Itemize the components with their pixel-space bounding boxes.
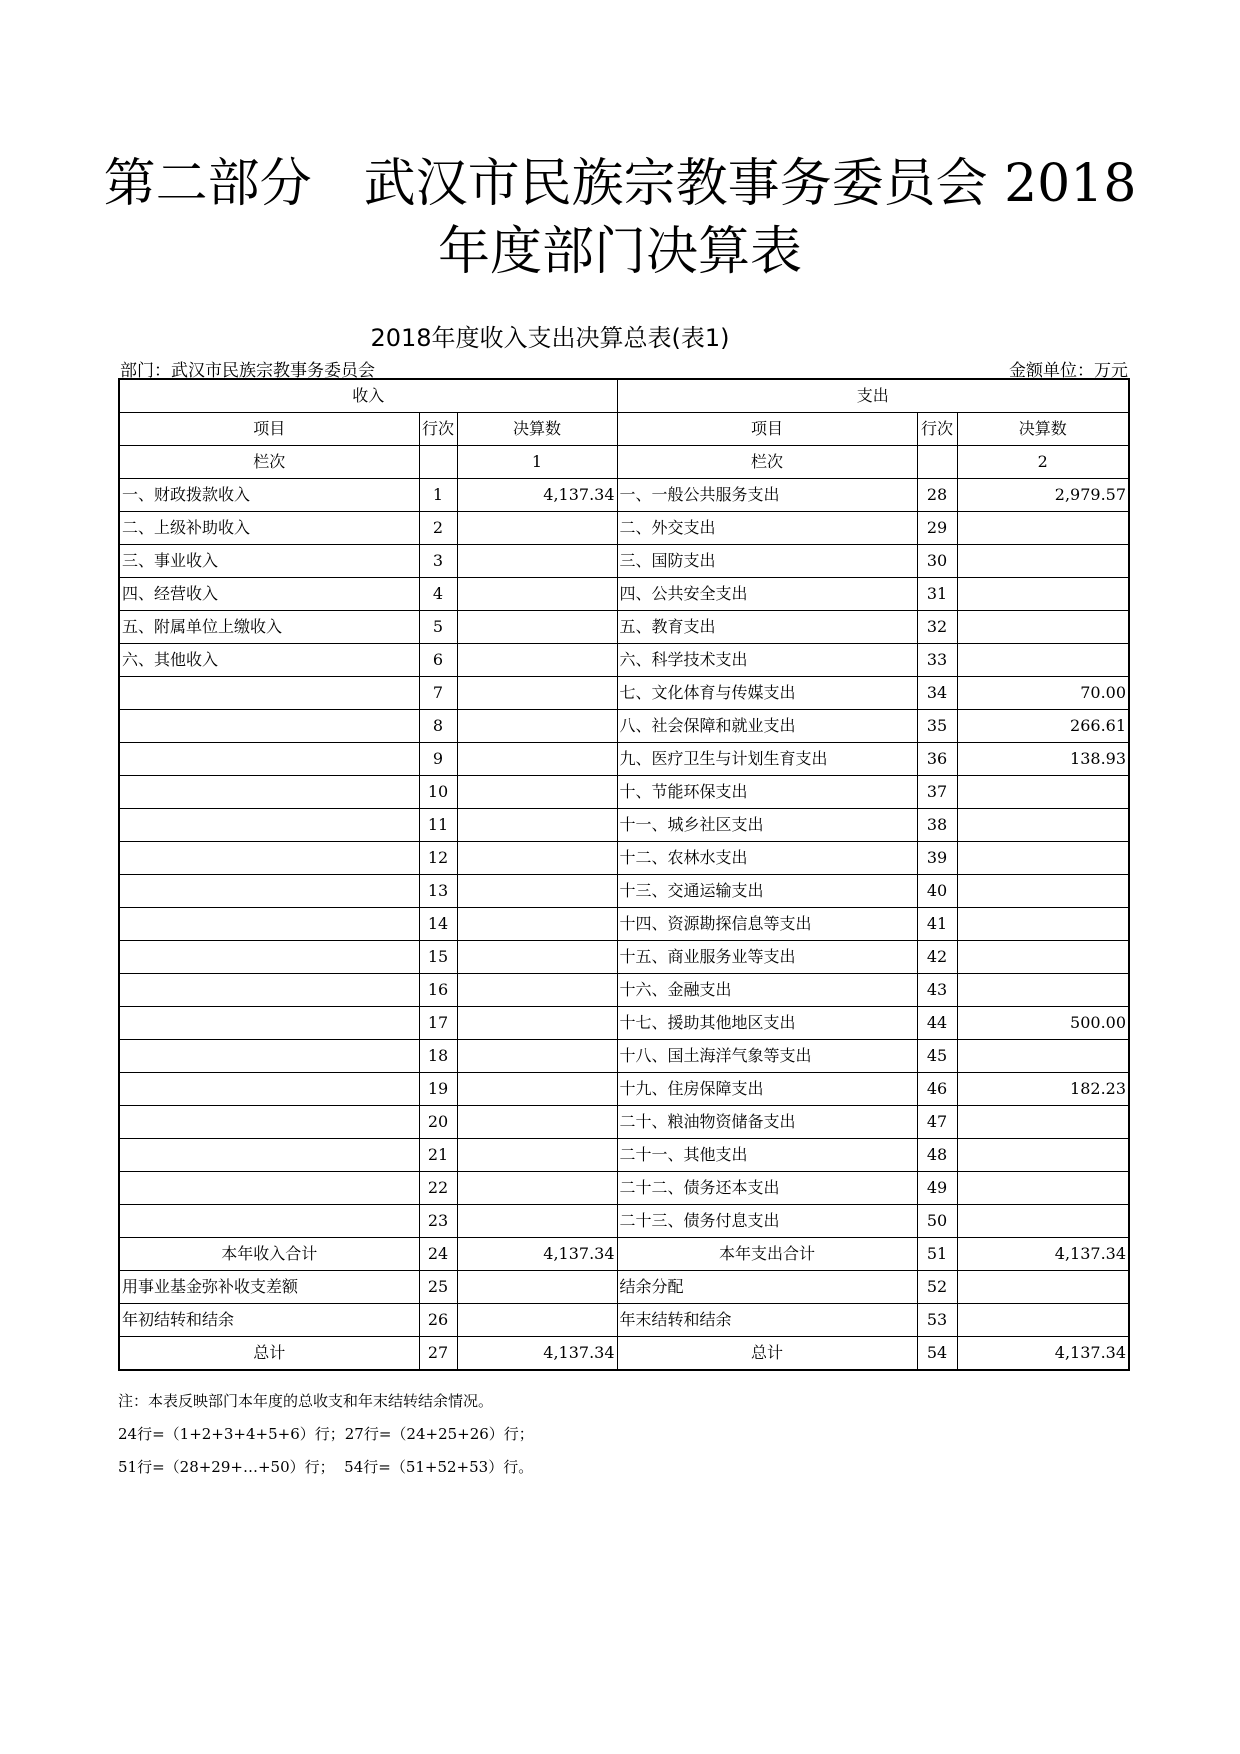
expense-item-cell: 十、节能环保支出: [617, 776, 917, 809]
unit-label: 金额单位：万元: [1009, 361, 1128, 381]
expense-amount-cell: 4,137.34: [957, 1238, 1129, 1271]
income-amount-cell: [457, 875, 617, 908]
expense-row-no-cell: 45: [917, 1040, 957, 1073]
expense-item-cell: 二、外交支出: [617, 512, 917, 545]
income-amount-cell: [457, 842, 617, 875]
expense-amount-cell: [957, 941, 1129, 974]
income-row-no-cell: 7: [419, 677, 457, 710]
income-amount-cell: [457, 1304, 617, 1337]
subtotal-row: [119, 1238, 1129, 1271]
note-line-3: 51行=（28+29+…+50）行； 54行=（51+52+53）行。: [118, 1458, 534, 1476]
expense-row-no-cell: 53: [917, 1304, 957, 1337]
table-row: [119, 677, 1129, 710]
table-row: [119, 1205, 1129, 1238]
expense-row-no-cell: 31: [917, 578, 957, 611]
income-item-cell: [119, 743, 419, 776]
expense-amount-cell: 4,137.34: [957, 1337, 1129, 1371]
table-row: [119, 776, 1129, 809]
expense-row-no-cell: 35: [917, 710, 957, 743]
expense-item-cell: 一、一般公共服务支出: [617, 479, 917, 512]
income-row-no-cell: 16: [419, 974, 457, 1007]
table-row: [119, 1040, 1129, 1073]
income-item-cell: [119, 875, 419, 908]
income-row-no-cell: 21: [419, 1139, 457, 1172]
income-row-no-cell: 9: [419, 743, 457, 776]
income-amount-cell: [457, 776, 617, 809]
expense-row-no-cell: 29: [917, 512, 957, 545]
income-row-no-cell: 4: [419, 578, 457, 611]
income-row-no-cell: 5: [419, 611, 457, 644]
income-amount-cell: [457, 644, 617, 677]
table-row: [119, 941, 1129, 974]
income-row-no-cell: 19: [419, 1073, 457, 1106]
expense-row-no-cell: 38: [917, 809, 957, 842]
expense-row-no-cell: 50: [917, 1205, 957, 1238]
income-row-no-header: 行次: [419, 413, 457, 446]
income-item-cell: [119, 941, 419, 974]
table-row: [119, 611, 1129, 644]
expense-row-no-cell: 41: [917, 908, 957, 941]
expense-amount-cell: [957, 1304, 1129, 1337]
column-header-row: [119, 413, 1129, 446]
table-row: [119, 1106, 1129, 1139]
expense-row-no-cell: 46: [917, 1073, 957, 1106]
expense-row-no-cell: 40: [917, 875, 957, 908]
income-item-cell: 五、附属单位上缴收入: [119, 611, 419, 644]
income-amount-cell: [457, 710, 617, 743]
income-column-index: 1: [457, 446, 617, 479]
expense-row-no-cell: 33: [917, 644, 957, 677]
income-amount-cell: [457, 941, 617, 974]
income-row-no-cell: 1: [419, 479, 457, 512]
income-item-cell: [119, 1205, 419, 1238]
income-item-cell: [119, 809, 419, 842]
expense-amount-cell: [957, 545, 1129, 578]
expense-item-header: 项目: [617, 413, 917, 446]
expense-item-cell: 十五、商业服务业等支出: [617, 941, 917, 974]
income-amount-cell: [457, 743, 617, 776]
expense-amount-cell: [957, 1139, 1129, 1172]
income-item-cell: [119, 974, 419, 1007]
income-row-no-cell: 27: [419, 1337, 457, 1371]
income-section-header: 收入: [119, 379, 617, 413]
expense-column-blank: [917, 446, 957, 479]
income-amount-cell: [457, 1073, 617, 1106]
expense-row-no-cell: 32: [917, 611, 957, 644]
expense-row-no-cell: 28: [917, 479, 957, 512]
expense-column-index: 2: [957, 446, 1129, 479]
income-row-no-cell: 14: [419, 908, 457, 941]
expense-item-cell: 二十一、其他支出: [617, 1139, 917, 1172]
expense-item-cell: 十四、资源勘探信息等支出: [617, 908, 917, 941]
income-row-no-cell: 22: [419, 1172, 457, 1205]
expense-item-cell: 二十三、债务付息支出: [617, 1205, 917, 1238]
expense-row-no-cell: 34: [917, 677, 957, 710]
income-amount-cell: [457, 611, 617, 644]
expense-item-cell: 十二、农林水支出: [617, 842, 917, 875]
income-amount-cell: [457, 545, 617, 578]
income-item-cell: [119, 1073, 419, 1106]
table-row: [119, 710, 1129, 743]
expense-amount-cell: [957, 611, 1129, 644]
income-row-no-cell: 24: [419, 1238, 457, 1271]
income-amount-cell: [457, 974, 617, 1007]
note-line-1: 注：本表反映部门本年度的总收支和年末结转结余情况。: [118, 1392, 494, 1410]
income-amount-cell: [457, 1139, 617, 1172]
income-item-cell: [119, 1007, 419, 1040]
income-amount-cell: 4,137.34: [457, 1337, 617, 1371]
page-title-line-2: 年度部门决算表: [437, 222, 802, 282]
income-row-no-cell: 25: [419, 1271, 457, 1304]
income-amount-cell: [457, 1106, 617, 1139]
expense-item-cell: 十八、国土海洋气象等支出: [617, 1040, 917, 1073]
expense-row-no-cell: 39: [917, 842, 957, 875]
expense-item-cell: 九、医疗卫生与计划生育支出: [617, 743, 917, 776]
expense-item-cell: 七、文化体育与传媒支出: [617, 677, 917, 710]
department-label: 部门：武汉市民族宗教事务委员会: [120, 361, 375, 381]
expense-section-header: 支出: [617, 379, 1129, 413]
table-row: [119, 545, 1129, 578]
income-item-cell: [119, 776, 419, 809]
table-row: [119, 1172, 1129, 1205]
income-amount-cell: [457, 908, 617, 941]
expense-item-cell: 结余分配: [617, 1271, 917, 1304]
income-row-no-cell: 17: [419, 1007, 457, 1040]
expense-row-no-cell: 30: [917, 545, 957, 578]
expense-item-cell: 十六、金融支出: [617, 974, 917, 1007]
expense-amount-header: 决算数: [957, 413, 1129, 446]
expense-amount-cell: [957, 1271, 1129, 1304]
income-item-cell: [119, 1106, 419, 1139]
expense-amount-cell: [957, 842, 1129, 875]
income-row-no-cell: 10: [419, 776, 457, 809]
expense-amount-cell: [957, 644, 1129, 677]
income-item-cell: 用事业基金弥补收支差额: [119, 1271, 419, 1304]
income-row-no-cell: 3: [419, 545, 457, 578]
income-amount-cell: [457, 1040, 617, 1073]
income-item-cell: 年初结转和结余: [119, 1304, 419, 1337]
total-row: [119, 1337, 1129, 1371]
expense-item-cell: 十七、援助其他地区支出: [617, 1007, 917, 1040]
budget-summary-table: [118, 378, 1130, 1371]
expense-row-no-cell: 42: [917, 941, 957, 974]
income-item-cell: [119, 908, 419, 941]
income-row-no-cell: 18: [419, 1040, 457, 1073]
income-row-no-cell: 13: [419, 875, 457, 908]
expense-amount-cell: [957, 1106, 1129, 1139]
income-amount-cell: [457, 1271, 617, 1304]
income-item-cell: [119, 842, 419, 875]
income-item-cell: 一、财政拨款收入: [119, 479, 419, 512]
income-item-cell: [119, 710, 419, 743]
expense-item-cell: 年末结转和结余: [617, 1304, 917, 1337]
expense-item-cell: 三、国防支出: [617, 545, 917, 578]
income-row-no-cell: 11: [419, 809, 457, 842]
income-row-no-cell: 6: [419, 644, 457, 677]
table-row: [119, 1073, 1129, 1106]
expense-amount-cell: [957, 512, 1129, 545]
table-row: [119, 908, 1129, 941]
expense-amount-cell: [957, 875, 1129, 908]
note-line-2: 24行=（1+2+3+4+5+6）行；27行=（24+25+26）行；: [118, 1425, 534, 1443]
income-row-no-cell: 12: [419, 842, 457, 875]
expense-row-no-header: 行次: [917, 413, 957, 446]
expense-amount-cell: 500.00: [957, 1007, 1129, 1040]
expense-amount-cell: [957, 1040, 1129, 1073]
section-header-row: [119, 379, 1129, 413]
expense-amount-cell: 182.23: [957, 1073, 1129, 1106]
expense-item-cell: 十三、交通运输支出: [617, 875, 917, 908]
income-amount-cell: [457, 809, 617, 842]
income-amount-cell: [457, 1007, 617, 1040]
income-amount-cell: 4,137.34: [457, 1238, 617, 1271]
expense-amount-cell: [957, 1205, 1129, 1238]
income-item-header: 项目: [119, 413, 419, 446]
table-row: [119, 842, 1129, 875]
income-item-cell: [119, 677, 419, 710]
expense-row-no-cell: 54: [917, 1337, 957, 1371]
expense-row-no-cell: 52: [917, 1271, 957, 1304]
income-item-cell: [119, 1139, 419, 1172]
expense-row-no-cell: 37: [917, 776, 957, 809]
expense-amount-cell: [957, 809, 1129, 842]
income-item-cell: 四、经营收入: [119, 578, 419, 611]
income-amount-cell: [457, 578, 617, 611]
income-column-blank: [419, 446, 457, 479]
expense-row-no-cell: 49: [917, 1172, 957, 1205]
expense-item-cell: 总计: [617, 1337, 917, 1371]
income-amount-cell: 4,137.34: [457, 479, 617, 512]
expense-item-cell: 八、社会保障和就业支出: [617, 710, 917, 743]
expense-amount-cell: [957, 908, 1129, 941]
expense-item-cell: 六、科学技术支出: [617, 644, 917, 677]
table-row: [119, 578, 1129, 611]
income-row-no-cell: 2: [419, 512, 457, 545]
expense-row-no-cell: 36: [917, 743, 957, 776]
expense-item-cell: 五、教育支出: [617, 611, 917, 644]
expense-row-no-cell: 51: [917, 1238, 957, 1271]
income-column-label: 栏次: [119, 446, 419, 479]
income-row-no-cell: 20: [419, 1106, 457, 1139]
income-amount-cell: [457, 1172, 617, 1205]
table-row: [119, 1139, 1129, 1172]
expense-amount-cell: [957, 578, 1129, 611]
expense-amount-cell: 70.00: [957, 677, 1129, 710]
income-item-cell: 二、上级补助收入: [119, 512, 419, 545]
income-item-cell: [119, 1040, 419, 1073]
expense-amount-cell: [957, 776, 1129, 809]
expense-item-cell: 十一、城乡社区支出: [617, 809, 917, 842]
income-item-cell: 三、事业收入: [119, 545, 419, 578]
table-row: [119, 1271, 1129, 1304]
expense-amount-cell: 266.61: [957, 710, 1129, 743]
income-item-cell: [119, 1172, 419, 1205]
expense-item-cell: 本年支出合计: [617, 1238, 917, 1271]
income-row-no-cell: 15: [419, 941, 457, 974]
expense-row-no-cell: 48: [917, 1139, 957, 1172]
table-row: [119, 479, 1129, 512]
expense-item-cell: 十九、住房保障支出: [617, 1073, 917, 1106]
income-amount-cell: [457, 1205, 617, 1238]
income-item-cell: 本年收入合计: [119, 1238, 419, 1271]
expense-item-cell: 二十二、债务还本支出: [617, 1172, 917, 1205]
expense-row-no-cell: 47: [917, 1106, 957, 1139]
income-row-no-cell: 23: [419, 1205, 457, 1238]
table-row: [119, 974, 1129, 1007]
table-title: 2018年度收入支出决算总表(表1): [370, 324, 730, 352]
expense-row-no-cell: 43: [917, 974, 957, 1007]
table-row: [119, 743, 1129, 776]
expense-amount-cell: [957, 974, 1129, 1007]
page-title-line-1: 第二部分 武汉市民族宗教事务委员会 2018: [103, 154, 1137, 214]
expense-item-cell: 二十、粮油物资储备支出: [617, 1106, 917, 1139]
column-index-row: [119, 446, 1129, 479]
expense-column-label: 栏次: [617, 446, 917, 479]
expense-amount-cell: [957, 1172, 1129, 1205]
income-row-no-cell: 8: [419, 710, 457, 743]
page-title: [0, 150, 1240, 286]
expense-item-cell: 四、公共安全支出: [617, 578, 917, 611]
table-row: [119, 512, 1129, 545]
income-row-no-cell: 26: [419, 1304, 457, 1337]
income-amount-cell: [457, 677, 617, 710]
income-amount-header: 决算数: [457, 413, 617, 446]
table-notes: [118, 1385, 534, 1484]
table-row: [119, 644, 1129, 677]
expense-row-no-cell: 44: [917, 1007, 957, 1040]
table-row: [119, 875, 1129, 908]
expense-amount-cell: 138.93: [957, 743, 1129, 776]
table-row: [119, 809, 1129, 842]
expense-amount-cell: 2,979.57: [957, 479, 1129, 512]
table-row: [119, 1304, 1129, 1337]
table-body: [119, 379, 1129, 1370]
income-item-cell: 六、其他收入: [119, 644, 419, 677]
income-amount-cell: [457, 512, 617, 545]
income-item-cell: 总计: [119, 1337, 419, 1371]
table-row: [119, 1007, 1129, 1040]
